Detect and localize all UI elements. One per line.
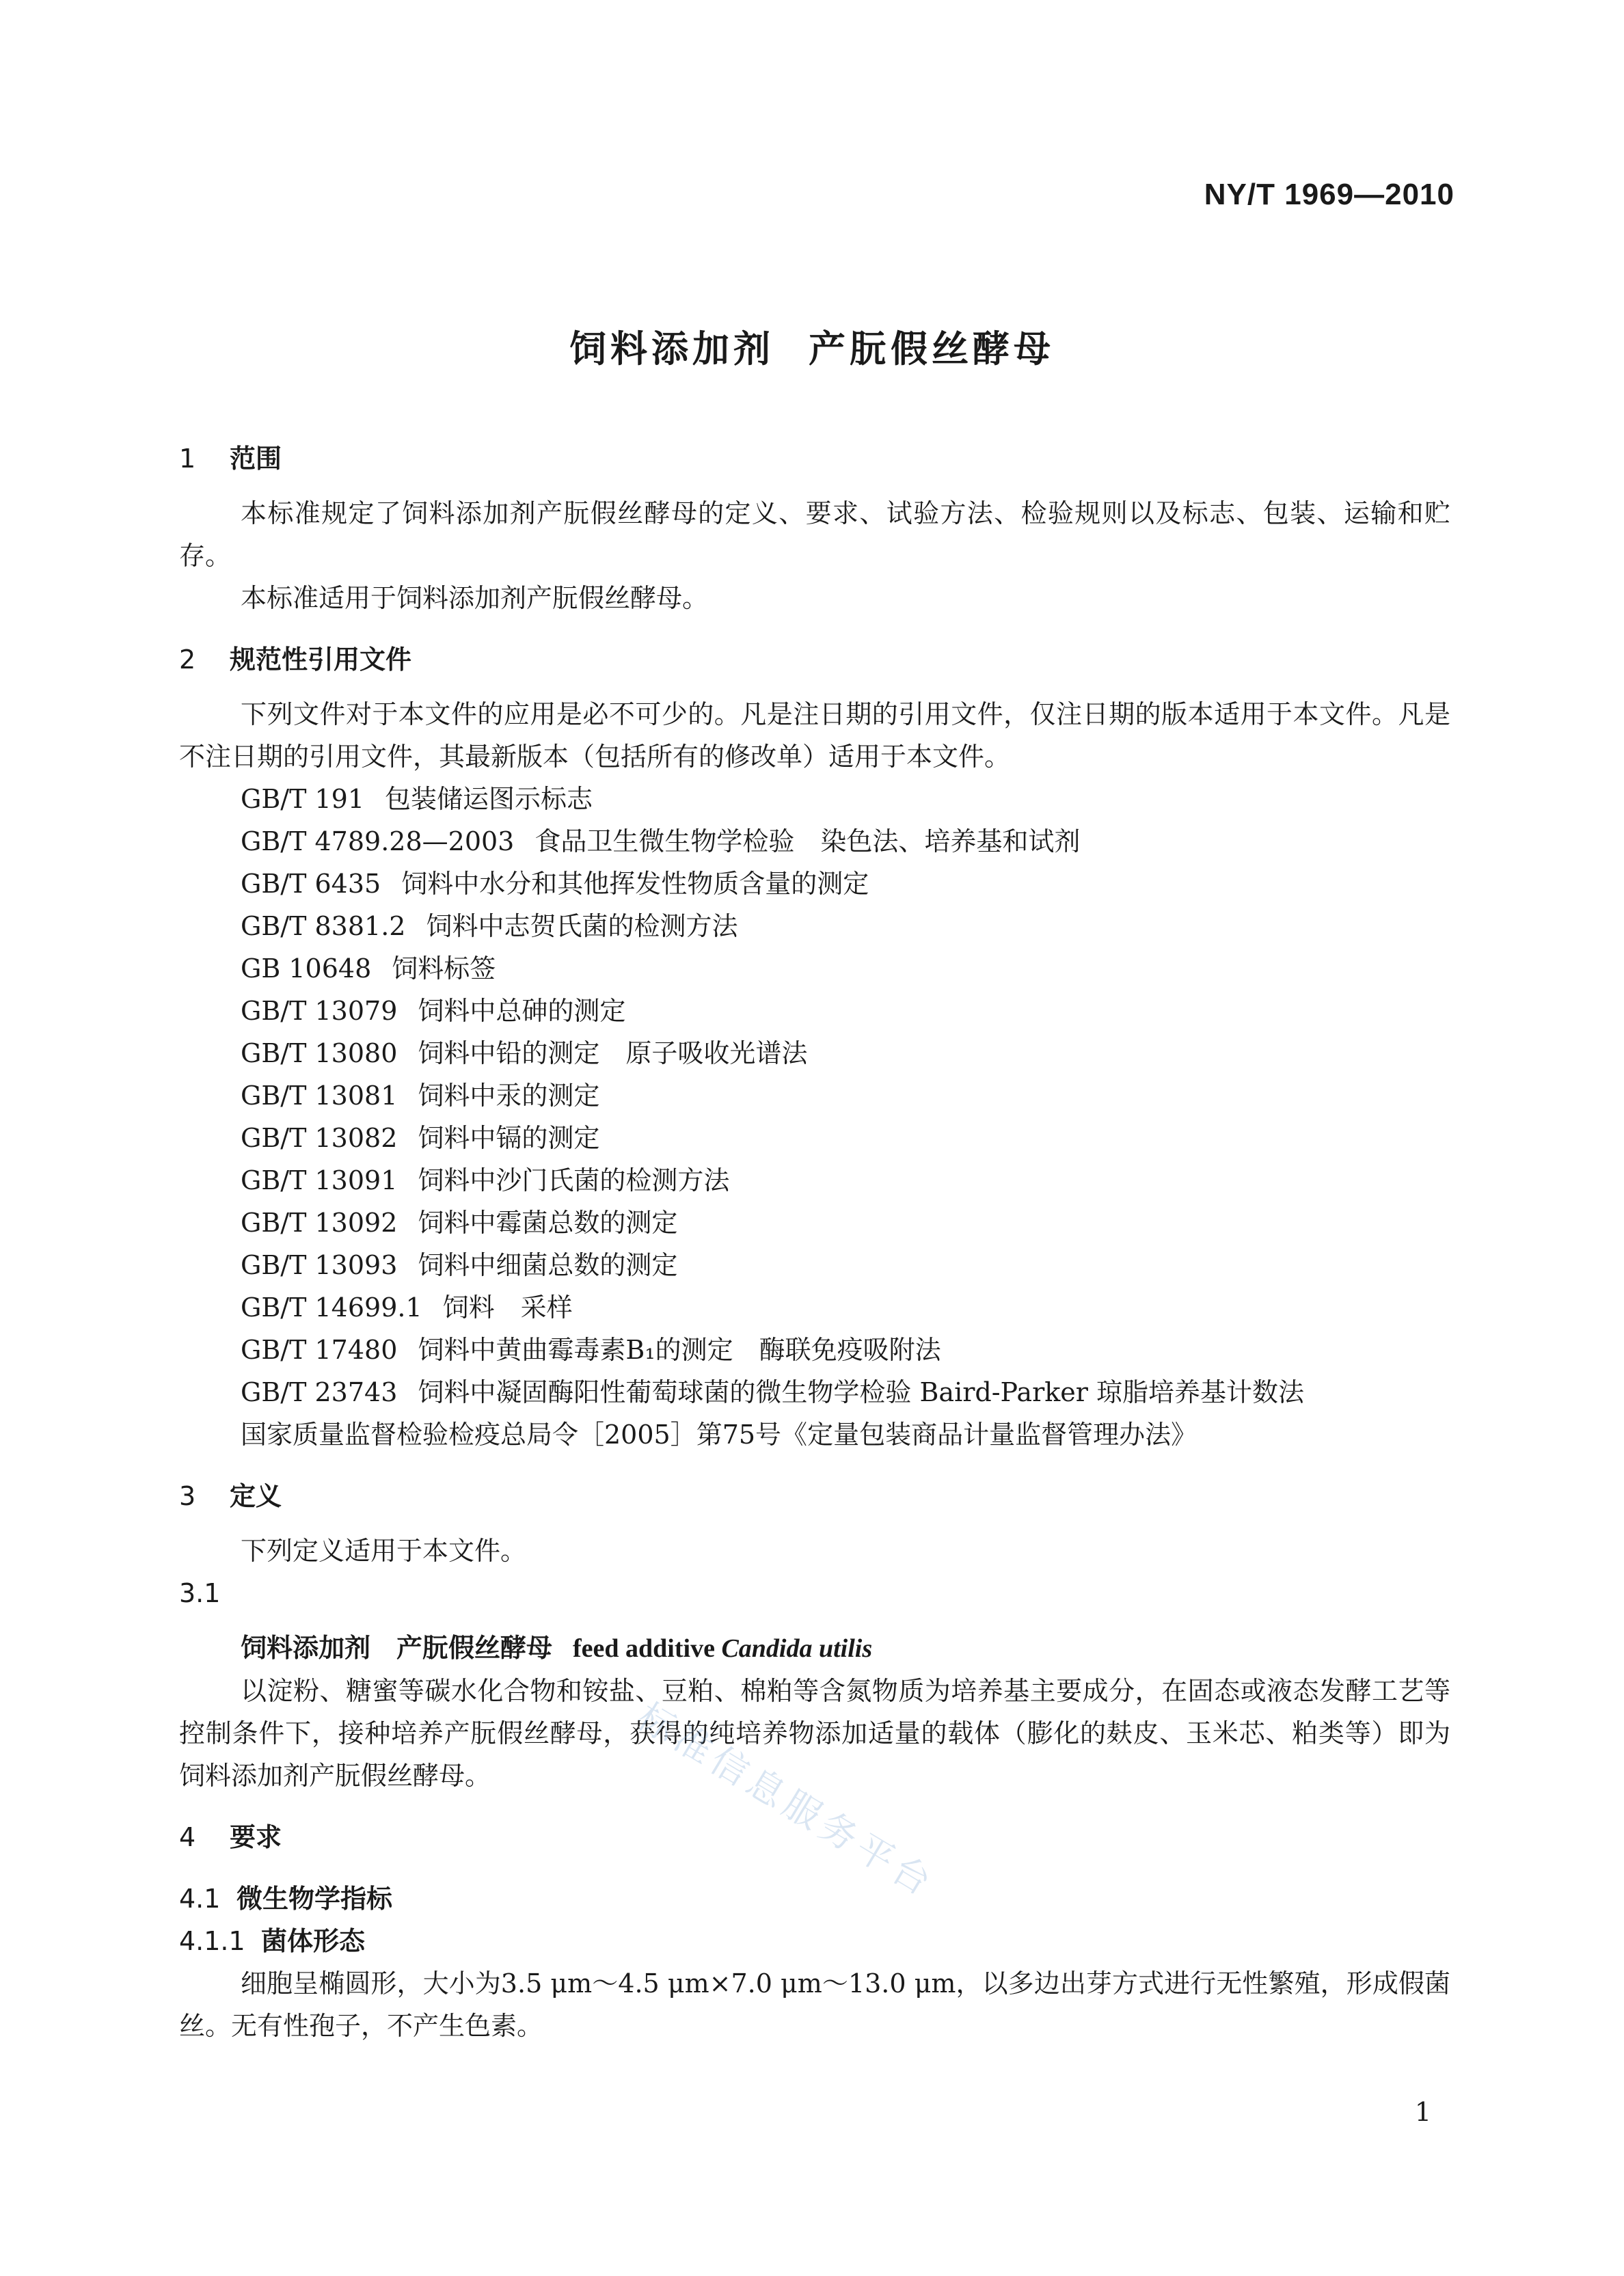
reference-code: GB/T 13092 (241, 1208, 398, 1238)
reference-item (179, 1202, 1450, 1244)
reference-title: 饲料中霉菌总数的测定 (418, 1208, 678, 1238)
section-heading (179, 1475, 1450, 1517)
reference-item (179, 820, 1450, 863)
reference-item (179, 1244, 1450, 1286)
reference-code: GB/T 13081 (241, 1081, 398, 1111)
subsubsection-title: 菌体形态 (261, 1926, 366, 1956)
paragraph: 本标准适用于饲料添加剂产朊假丝酵母。 (241, 583, 709, 613)
title-part1: 饲料添加剂 (569, 327, 774, 370)
reference-title: 饲料中凝固酶阳性葡萄球菌的微生物学检验 Baird-Parker 琼脂培养基计数法 (418, 1377, 1304, 1407)
standard-code: NY/T 1969—2010 (1204, 178, 1454, 211)
reference-title: 食品卫生微生物学检验 染色法、培养基和试剂 (534, 826, 1081, 856)
reference-title: 饲料中铅的测定 原子吸收光谱法 (418, 1038, 808, 1068)
definition-paragraph: 以淀粉、糖蜜等碳水化合物和铵盐、豆粕、棉粕等含氮物质为培养基主要成分，在固态或液态发酵工艺等控制条件下，接种培养产朊假丝酵母，获得的纯培养物添加适量的载体（膨化的麸皮、玉米芯、粕类等）即为饲料添加剂产朊假丝酵母。 (179, 1676, 1450, 1791)
document-title (0, 320, 1624, 372)
reference-code: GB/T 13080 (241, 1038, 398, 1068)
reference-item (179, 1159, 1450, 1202)
subsection-number: 4.1 (179, 1884, 221, 1914)
section-title: 范围 (230, 444, 282, 474)
subsubsection-heading (179, 1920, 1450, 1962)
watermark: 标准信息服务平台 (630, 1694, 943, 1906)
reference-title: 饲料中镉的测定 (418, 1123, 600, 1153)
reference-code: GB/T 13082 (241, 1123, 398, 1153)
reference-code: GB/T 13079 (241, 996, 398, 1026)
reference-item (179, 863, 1450, 905)
term-english-prefix: feed additive (573, 1634, 715, 1663)
reference-code: GB/T 6435 (241, 869, 381, 899)
reference-item (179, 1329, 1450, 1371)
reference-item (179, 1032, 1450, 1074)
section-number: 3 (179, 1481, 196, 1511)
reference-item (179, 990, 1450, 1032)
reference-title: 包装储运图示标志 (385, 784, 593, 814)
subsubsection-number: 4.1.1 (179, 1926, 245, 1956)
title-part2: 产朊假丝酵母 (809, 327, 1055, 370)
page-number: 1 (1414, 2097, 1431, 2127)
reference-code: GB/T 14699.1 (241, 1292, 422, 1323)
reference-item: 国家质量监督检验检疫总局令［2005］第75号《定量包装商品计量监督管理办法》 (241, 1420, 1197, 1450)
reference-item (179, 1117, 1450, 1159)
section-title: 要求 (230, 1822, 282, 1852)
reference-code: GB/T 23743 (241, 1377, 398, 1407)
reference-item (179, 778, 1450, 820)
term-chinese: 饲料添加剂 产朊假丝酵母 (241, 1633, 553, 1663)
reference-title: 饲料中志贺氏菌的检测方法 (426, 911, 738, 941)
reference-title: 饲料中水分和其他挥发性物质含量的测定 (401, 869, 869, 899)
reference-list (179, 778, 1450, 1413)
subsection-title: 微生物学指标 (236, 1884, 393, 1914)
reference-item (179, 1286, 1450, 1329)
section-title: 定义 (230, 1481, 282, 1511)
paragraph: 下列文件对于本文件的应用是必不可少的。凡是注日期的引用文件，仅注日期的版本适用于本文件。凡是不注日期的引用文件，其最新版本（包括所有的修改单）适用于本文件。 (179, 699, 1450, 772)
section-number: 2 (179, 645, 196, 675)
term-english-latin: Candida utilis (721, 1634, 873, 1663)
section-heading (179, 437, 1450, 480)
paragraph: 下列定义适用于本文件。 (241, 1536, 527, 1566)
section-number: 4 (179, 1822, 196, 1852)
reference-code: GB 10648 (241, 953, 372, 984)
reference-code: GB/T 17480 (241, 1335, 398, 1365)
paragraph: 细胞呈椭圆形，大小为3.5 μm～4.5 μm×7.0 μm～13.0 μm，以多边出芽方式进行无性繁殖，形成假菌丝。无有性孢子，不产生色素。 (179, 1968, 1450, 2041)
reference-title: 饲料中总砷的测定 (418, 996, 626, 1026)
section-heading (179, 638, 1450, 681)
subsection-heading (179, 1878, 1450, 1920)
reference-title: 饲料中黄曲霉毒素B₁的测定 酶联免疫吸附法 (418, 1335, 941, 1365)
reference-title: 饲料标签 (392, 953, 496, 984)
reference-code: GB/T 191 (241, 784, 365, 814)
reference-title: 饲料中汞的测定 (418, 1081, 600, 1111)
section-title: 规范性引用文件 (230, 645, 412, 675)
reference-title: 饲料 采样 (442, 1292, 573, 1323)
paragraph: 本标准规定了饲料添加剂产朊假丝酵母的定义、要求、试验方法、检验规则以及标志、包装、运输和贮存。 (179, 498, 1450, 571)
reference-code: GB/T 8381.2 (241, 911, 406, 941)
document-body (179, 437, 1450, 2047)
term-entry (179, 1627, 1450, 1670)
reference-code: GB/T 13091 (241, 1165, 398, 1195)
section-number: 1 (179, 444, 196, 474)
reference-item (179, 1371, 1450, 1413)
reference-title: 饲料中细菌总数的测定 (418, 1250, 678, 1280)
term-english (573, 1634, 872, 1663)
reference-item (179, 905, 1450, 947)
reference-item (179, 947, 1450, 990)
section-heading (179, 1816, 1450, 1858)
reference-code: GB/T 4789.28—2003 (241, 826, 515, 856)
subsection-number: 3.1 (179, 1578, 221, 1608)
reference-code: GB/T 13093 (241, 1250, 398, 1280)
reference-item (179, 1074, 1450, 1117)
reference-title: 饲料中沙门氏菌的检测方法 (418, 1165, 730, 1195)
